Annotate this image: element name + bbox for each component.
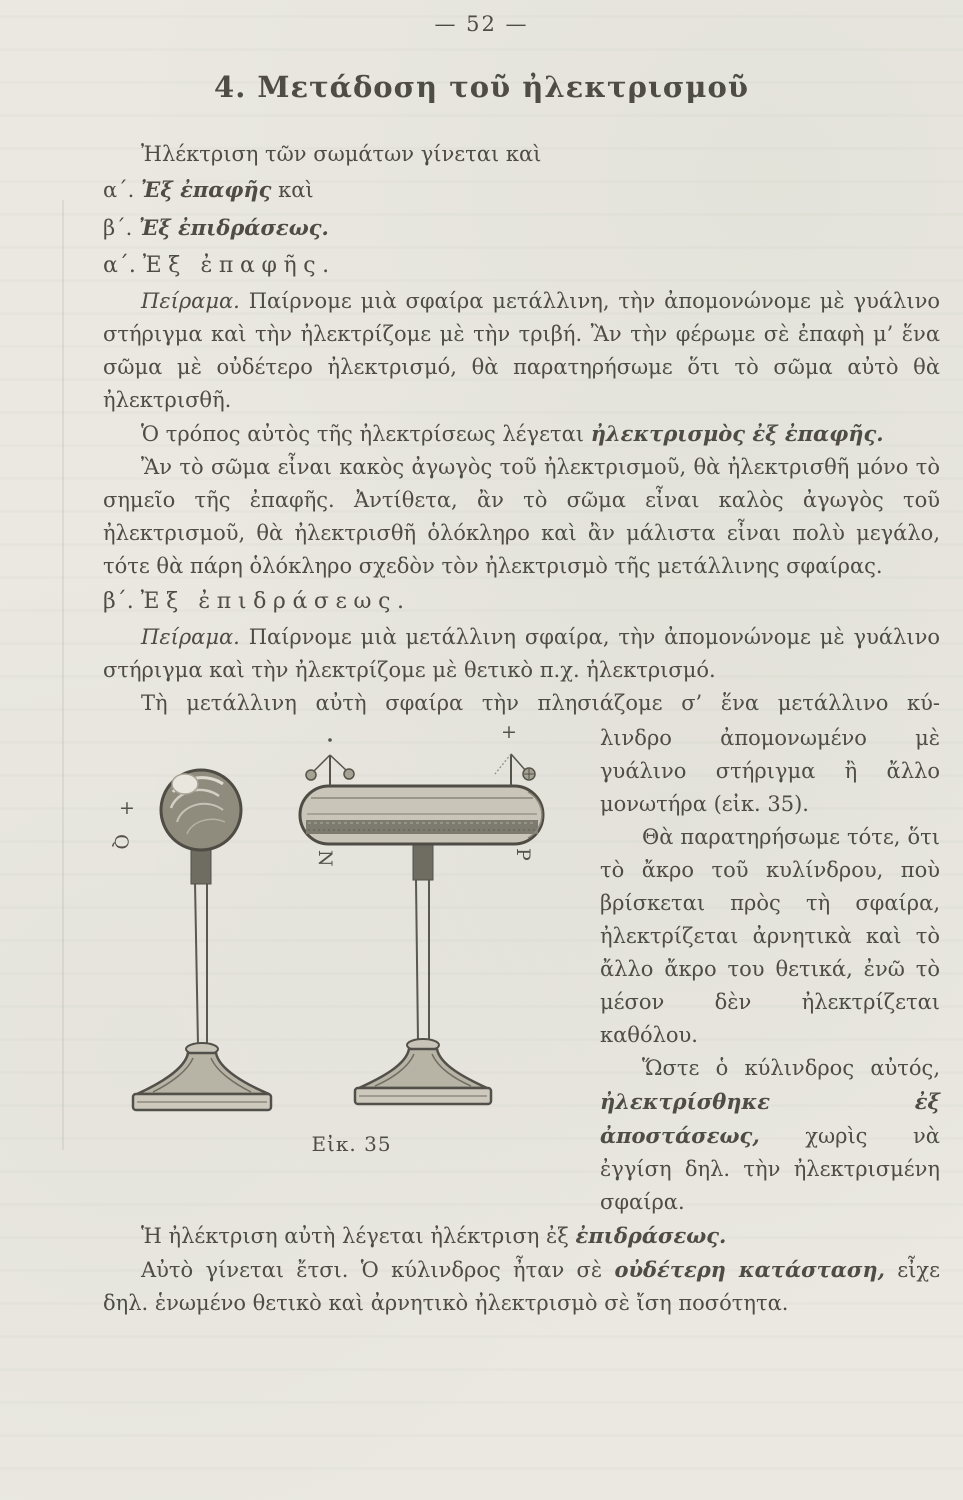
- experiment-text-b: Παίρνομε μιὰ μετάλλινη σφαίρα, τὴν ἀπομονώνομε μὲ γυάλινο στήριγμα καὶ τὴν ἠλεκτρίζομε μὲ θετικὸ π.χ. ἠλεκτρισμό.: [103, 625, 940, 682]
- figure-and-text-row: [103, 722, 940, 1219]
- section-a-heading: [103, 247, 940, 285]
- figure-35-illustration: [103, 722, 583, 1134]
- bottom-para-2-post: εἶχε δηλ. ἑνωμένο θετικὸ καὶ ἀρνητικὸ ἠλεκτρισμὸ σὲ ἴση ποσότητα.: [103, 1258, 940, 1315]
- sphere-stand: [133, 848, 271, 1110]
- sphere-plus-label: +: [119, 797, 135, 819]
- list-item-a-suffix: καὶ: [271, 178, 314, 202]
- list-item-a-prefix: α΄.: [103, 178, 142, 202]
- section-b-heading-prefix: β΄.: [103, 589, 141, 614]
- page-title: 4. Μετάδοση τοῦ ἠλεκτρισμοῦ: [214, 70, 749, 104]
- page-body: [103, 138, 940, 1320]
- bottom-para-1: [103, 1219, 940, 1253]
- intro-lead: Ἠλέκτριση τῶν σωμάτων γίνεται καὶ: [141, 142, 542, 166]
- bridge-line: Τὴ μετάλλινη αὐτὴ σφαίρα τὴν πλησιάζομε σ’ ἕνα μετάλλινο κύ-: [141, 691, 940, 715]
- section-b-heading: [103, 583, 940, 621]
- section-a-para3: Ἂν τὸ σῶμα εἶναι κακὸς ἀγωγὸς τοῦ ἠλεκτρισμοῦ, θὰ ἠλεκτρισθῆ μόνο τὸ σημεῖο τῆς ἐπαφῆς. Ἀντίθετα, ἂν τὸ σῶμα εἶναι καλὸς ἀγωγὸς τοῦ ἠλεκτρισμοῦ, θὰ ἠλεκτρισθῆ ὁλόκληρο καὶ ἂν μάλιστα εἶναι πολὺ μεγάλο, τότε θὰ πάρη ὁλόκληρο σχεδὸν τὸν ἠλεκτρισμὸ τῆς μετάλλινης σφαίρας.: [103, 455, 940, 578]
- list-item-a: [103, 171, 940, 209]
- cylinder-left-label: N: [314, 850, 336, 867]
- sphere-letter-label: Q: [110, 834, 132, 850]
- experiment-text-a: Παίρνομε μιὰ σφαίρα μετάλλινη, τὴν ἀπομονώνομε μὲ γυάλινο στήριγμα καὶ τὴν ἠλεκτρίζομε μὲ τὴν τριβή. Ἂν τὴν φέρωμε σὲ ἐπαφὴ μ’ ἕνα σῶμα μὲ οὐδέτερο ἠλεκτρισμό, θὰ παρατηρήσωμε ὅτι τὸ σῶμα αὐτὸ θὰ ἠλεκτρισθῆ.: [103, 289, 940, 412]
- bottom-para-1-pre: Ἡ ἠλέκτριση αὐτὴ λέγεται ἠλέκτριση ἐξ: [141, 1224, 576, 1248]
- section-a-heading-prefix: α΄.: [103, 253, 143, 278]
- column-para-1: λινδρο ἀπομονωμένο μὲ γυάλινο στήριγμα ἢ ἄλλο μονωτήρα (εἰκ. 35).: [600, 726, 940, 816]
- charged-sphere: [161, 770, 241, 850]
- section-a-para2-text: Ὁ τρόπος αὐτὸς τῆς ἠλεκτρίσεως λέγεται: [141, 422, 591, 446]
- section-a-para2-term: ἠλεκτρισμὸς ἐξ ἐπαφῆς.: [590, 421, 884, 446]
- section-a-experiment: [103, 285, 940, 417]
- experiment-label-b: Πείραμα.: [141, 625, 240, 649]
- figure-caption: Εἰκ. 35: [311, 1132, 392, 1156]
- bottom-para-2-term: οὐδέτερη κατάσταση,: [614, 1257, 885, 1282]
- section-b-experiment: [103, 621, 940, 687]
- list-item-b-prefix: β΄.: [103, 216, 139, 240]
- section-b-heading-term: Ἐξ ἐπιδράσεως.: [140, 589, 411, 614]
- cylinder-stand: [355, 842, 491, 1104]
- metal-cylinder: [300, 786, 543, 844]
- list-item-b-term: Ἐξ ἐπιδράσεως.: [139, 215, 329, 240]
- pith-ball-electroscopes: [306, 738, 535, 786]
- bottom-para-2-pre: Αὐτὸ γίνεται ἔτσι. Ὁ κύλινδρος ἦταν σὲ: [141, 1258, 615, 1282]
- bottom-para-2: [103, 1253, 940, 1320]
- column-para-3-post: χωρὶς νὰ ἐγγίση δηλ. τὴν ἠλεκτρισμένη σφαίρα.: [600, 1124, 940, 1214]
- section-a-heading-term: Ἐξ ἐπαφῆς.: [142, 253, 336, 278]
- bottom-para-1-term: ἐπιδράσεως.: [575, 1223, 727, 1248]
- scan-margin-artifact: [62, 200, 64, 1150]
- list-item-b: [103, 209, 940, 247]
- column-para-3: [600, 1052, 940, 1219]
- cylinder-right-label: P: [512, 848, 534, 861]
- column-para-3-term: ἠλεκτρίσθηκε ἐξ ἀποστάσεως,: [600, 1089, 940, 1148]
- figure-side-text: [600, 722, 940, 1219]
- sphere-labels: [110, 797, 135, 850]
- page-number: — 52 —: [434, 12, 529, 36]
- cylinder-plus-label: +: [501, 722, 517, 743]
- figure-35: [103, 722, 600, 1219]
- column-para-3-pre: Ὥστε ὁ κύλινδρος αὐτός,: [642, 1056, 940, 1080]
- column-para-2: Θὰ παρατηρήσωμε τότε, ὅτι τὸ ἄκρο τοῦ κυλίνδρου, ποὺ βρίσκεται πρὸς τὴ σφαίρα, ἠλεκτρίζεται ἀρνητικὰ καὶ τὸ ἄλλο ἄκρο του θετικά, ἐνῶ τὸ μέσον δὲν ἠλεκτρίζεται καθόλου.: [600, 825, 940, 1047]
- list-item-a-term: Ἐξ ἐπαφῆς: [141, 177, 272, 202]
- experiment-label-a: Πείραμα.: [141, 289, 240, 313]
- section-a-para2: [103, 417, 940, 451]
